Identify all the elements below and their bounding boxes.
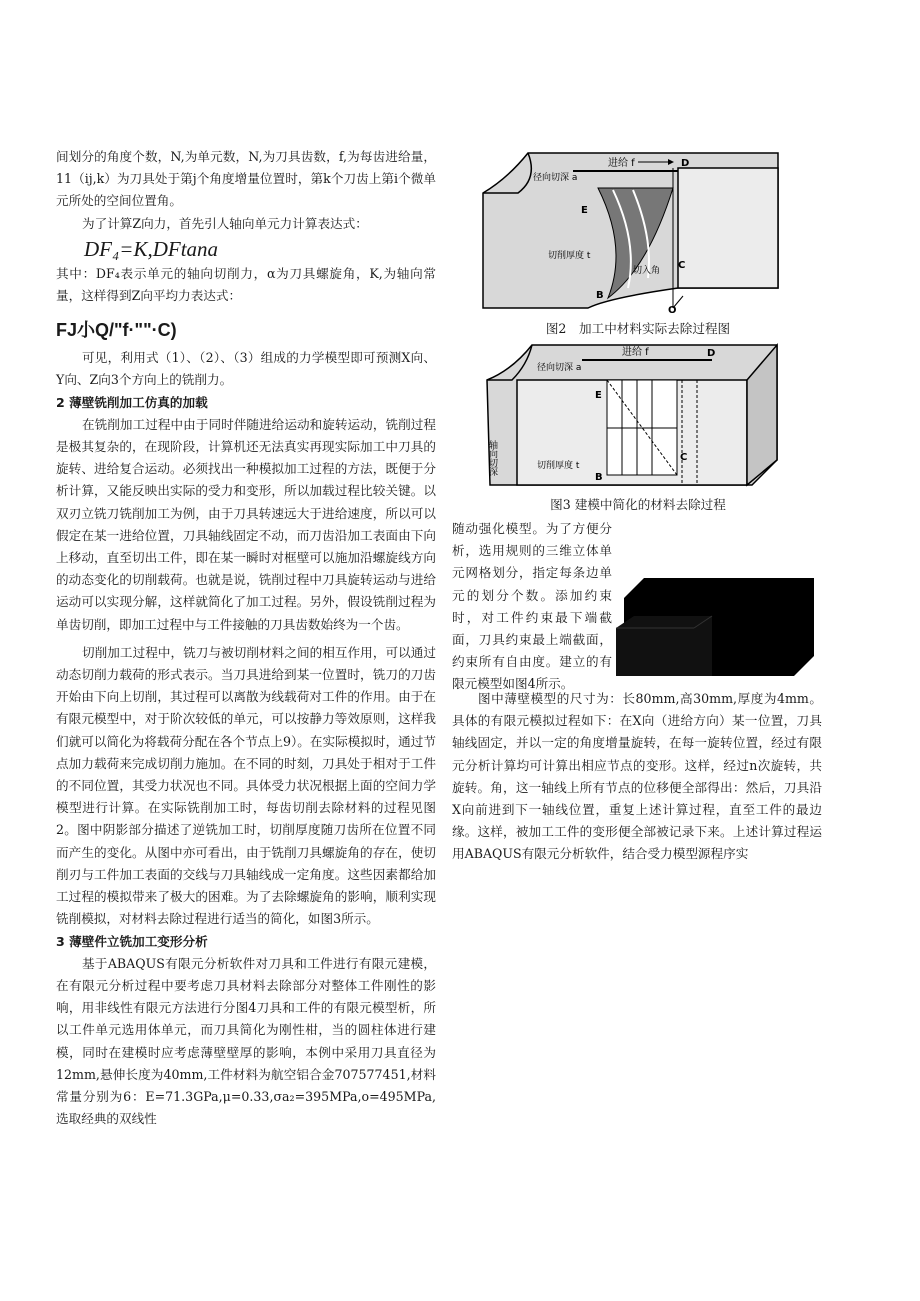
- paragraph-formula-explanation: 其中：DF₄表示单元的轴向切削力，α为刀具螺旋角，K,为轴向常量，这样得到Z向平均力表达式：: [56, 265, 436, 304]
- figure-3-caption: 图3 建模中简化的材料去除过程: [550, 497, 726, 512]
- fig2-point-o: O: [668, 305, 677, 316]
- fig2-radial-label: 径向切深 a: [533, 173, 578, 183]
- paragraph-hardening-model: 随动强化模型。为了方便分析，选用规则的三维立体单元网格划分，指定每条边单元的划分个数。添加约束时，对工件约束最下端截面，刀具约束最上端截面，约束所有自由度。建立的有限元模型如图4所示。: [452, 521, 612, 692]
- left-column: [56, 146, 436, 1130]
- section-heading-3: 3 薄壁件立铣加工变形分析: [56, 933, 208, 949]
- paragraph-loading-2: 切削加工过程中，铣刀与被切削材料之间的相互作用，可以通过动态切削力载荷的形式表示。当刀具进给到某一位置时，铣刀的刀齿开始由下向上切削，其过程可以离散为线载荷对工件的作用。由于在有限元模型中，对于阶次较低的单元，可以按静力等效原则，这样我们就可以简化为将载荷分配在各个节点上9）。在实际模拟时，通过节点加力载荷来完成切削力施加。在不同的时刻，刀具处于相对于工件的不同位置，其受力状况也不同。具体受力状况根据上面的空间力学模型进行计算。在实际铣削加工时，每齿切削去除材料的过程见图2。图中阴影部分描述了逆铣加工时，切削厚度随刀齿所在位置不同而产生的变化。从图中亦可看出，由于铣削刀具螺旋角的存在，使切削刃与工件加工表面的交线与刀具轴线成一定角度。这些因素都给加工过程的模拟带来了极大的困难。为了去除螺旋角的影响，顺利实现铣削模拟，对材料去除过程进行适当的简化，如图3所示。: [56, 644, 436, 927]
- fig2-point-c: C: [678, 260, 686, 271]
- fig3-point-b: B: [595, 472, 603, 483]
- fig3-point-d: D: [707, 348, 716, 359]
- figure-2-caption: 图2 加工中材料实际去除过程图: [545, 321, 731, 336]
- paragraph-continued: 间划分的角度个数，N,为单元数，N,为刀具齿数，f,为每齿进给量，11（ij,k）为刀具处于第j个角度增量位置时，第k个刀齿上第i个微单元所处的空间位置角。: [56, 149, 436, 209]
- figure-3-diagram: [482, 340, 782, 492]
- fig2-point-e: E: [581, 205, 588, 216]
- right-column-lower: [452, 688, 822, 866]
- fig3-feed-label: 进给 f: [622, 347, 649, 358]
- fig2-angle-label: 切入角: [633, 266, 661, 276]
- fig2-feed-label: 进给 f: [608, 158, 635, 169]
- paragraph-loading-1: 在铣削加工过程中由于同时伴随进给运动和旋转运动，铣削过程是极其复杂的，在现阶段，计算机还无法真实再现实际加工中刀具的旋转、进给复合运动。必须找出一种模拟加工过程的方法，既便于分析计算，又能反映出实际的受力和变形，所以加载过程比较关键。以双刃立铣刀铣削加工为例，由于刀具转速远大于进给速度，所以可以假定在某一进给位置，刀具轴线固定不动，而刀齿沿加工表面由下向上移动，直至切出工件，即在某一瞬时对框壁可以施加沿螺旋线方向的动态变化的切削载荷。也就是说，铣削过程中刀具旋转运动与进给运动可以实现分解，这样就简化了加工过程。另外，假设铣削过程为单齿切削，即加工过程中与工件接触的刀具齿数始终为一个齿。: [56, 416, 436, 632]
- paragraph-z-force-intro: 为了计算Z向力，首先引人轴向单元力计算表达式：: [82, 215, 368, 231]
- figure-2-diagram: [478, 148, 798, 316]
- fig3-thickness-label: 切削厚度 t: [537, 461, 580, 471]
- fig2-thickness-label: 切削厚度 t: [548, 251, 591, 261]
- paragraph-deformation-analysis: 基于ABAQUS有限元分析软件对刀具和工件进行有限元建模，在有限元分析过程中要考虑刀具材料去除部分对整体工件刚性的影响，用非线性有限元方法进行分图4刀具和工件的有限元模型析，所以工件单元选用体单元，而刀具简化为刚性柑，当的圆柱体进行建模，同时在建模时应考虑薄壁壁厚的影响，本例中采用刀具直径为12mm,悬伸长度为40mm,工件材料为航空铝合金707577451,材料常量分别为6：E=71.3GPa,μ=0.33,σa₂=395MPa,o=495MPa,选取经典的双线性: [56, 955, 436, 1127]
- paragraph-model-summary: 可见，利用式（1）、（2）、（3）组成的力学模型即可预测X向、Y向、Z向3个方向上的铣削力。: [56, 350, 436, 388]
- fig3-point-e: E: [595, 390, 602, 401]
- formula-axial-force: DF₄=K,DFtana: [84, 236, 219, 261]
- fig3-radial-label: 径向切深 a: [537, 363, 582, 373]
- formula-z-average: FJ小Q/"f·""·C): [56, 320, 177, 341]
- fig2-point-d: D: [681, 158, 690, 169]
- fig3-axial-label: 轴向切深: [487, 440, 497, 476]
- section-heading-2: 2 薄壁铣削加工仿真的加载: [56, 394, 208, 410]
- fig3-point-c: C: [680, 452, 688, 463]
- figure-4-fe-model: [614, 568, 820, 676]
- fig2-point-b: B: [596, 290, 604, 301]
- paragraph-model-dimensions: 图中薄壁模型的尺寸为：长80mm,高30mm,厚度为4mm。具体的有限元模拟过程如下：在X向（进给方向）某一位置，刀具轴线固定，并以一定的角度增量旋转，在每一旋转位置，经过有限元分析计算均可计算出相应节点的变形。这样，经过n次旋转，共旋转。角，这一轴线上所有节点的位移便全部得出：然后，刀具沿X向前进到下一轴线位置，重复上述计算过程，直至工件的最边缘。这样，被加工工件的变形便全部被记录下来。上述计算过程运用ABAQUS有限元分析软件，结合受力模型源程序实: [452, 691, 822, 862]
